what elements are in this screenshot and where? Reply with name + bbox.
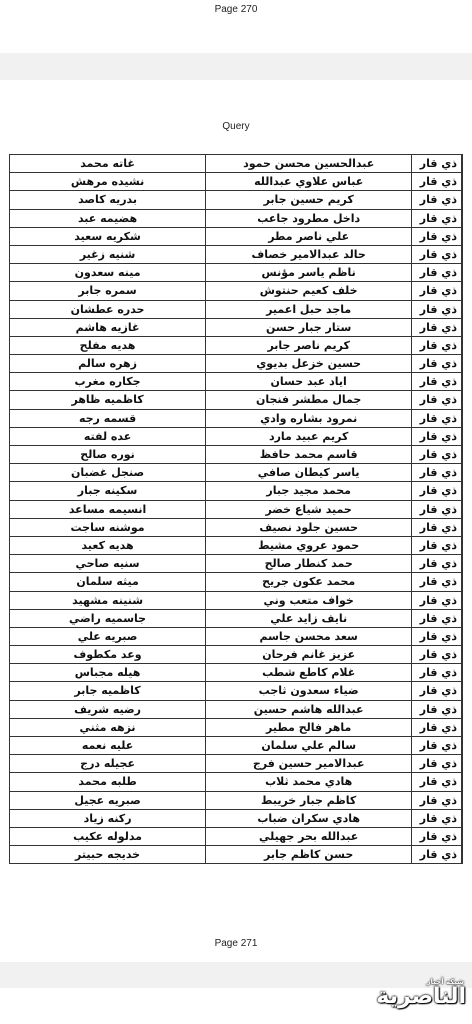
governorate-cell: ذي قار: [412, 737, 462, 754]
full-name-cell: كاظم جبار خريبط: [206, 792, 412, 809]
table-row: [10, 391, 462, 409]
full-name-cell: جمال مطشر فنجان: [206, 391, 412, 408]
watermark-small-text: شبكة أخبار: [426, 978, 464, 986]
page-separator-top: [0, 53, 472, 80]
mother-name-cell: جاسميه راضي: [10, 610, 206, 627]
mother-name-cell: عجيله درج: [10, 755, 206, 772]
table-row: [10, 228, 462, 246]
full-name-cell: علي ناصر مطر: [206, 228, 412, 245]
mother-name-cell: ركنه زياد: [10, 810, 206, 827]
mother-name-cell: هضيمه عبد: [10, 210, 206, 227]
full-name-cell: كريم عبيد مارد: [206, 428, 412, 445]
table-row: [10, 792, 462, 810]
governorate-cell: ذي قار: [412, 701, 462, 718]
full-name-cell: حمود عروي مشيط: [206, 537, 412, 554]
table-row: [10, 373, 462, 391]
governorate-cell: ذي قار: [412, 391, 462, 408]
mother-name-cell: صبريه علي: [10, 628, 206, 645]
mother-name-cell: انسيمه مساعد: [10, 501, 206, 518]
page-number-top: Page 270: [214, 4, 258, 15]
full-name-cell: محمد عكون جريح: [206, 573, 412, 590]
table-row: [10, 464, 462, 482]
full-name-cell: حالد عبدالامير خصاف: [206, 246, 412, 263]
mother-name-cell: كاظميه جابر: [10, 682, 206, 699]
governorate-cell: ذي قار: [412, 482, 462, 499]
full-name-cell: هادي محمد ثلاب: [206, 773, 412, 790]
governorate-cell: ذي قار: [412, 282, 462, 299]
governorate-cell: ذي قار: [412, 173, 462, 190]
table-row: [10, 446, 462, 464]
full-name-cell: غلام كاطع شطب: [206, 664, 412, 681]
mother-name-cell: غاته محمد: [10, 155, 206, 172]
table-row: [10, 773, 462, 791]
governorate-cell: ذي قار: [412, 537, 462, 554]
governorate-cell: ذي قار: [412, 428, 462, 445]
full-name-cell: حميد شياع خضر: [206, 501, 412, 518]
table-row: [10, 410, 462, 428]
mother-name-cell: هديه كعيد: [10, 537, 206, 554]
full-name-cell: عبدالله بحر جهيلي: [206, 828, 412, 845]
watermark-logo: [340, 978, 466, 1018]
governorate-cell: ذي قار: [412, 682, 462, 699]
table-row: [10, 501, 462, 519]
full-name-cell: هادي سكران ضباب: [206, 810, 412, 827]
table-row: [10, 664, 462, 682]
governorate-cell: ذي قار: [412, 446, 462, 463]
mother-name-cell: رضيه شريف: [10, 701, 206, 718]
table-row: [10, 210, 462, 228]
mother-name-cell: سنيه صاحي: [10, 555, 206, 572]
table-row: [10, 701, 462, 719]
full-name-cell: حسين جلود نصيف: [206, 519, 412, 536]
mother-name-cell: عده لفته: [10, 428, 206, 445]
mother-name-cell: شكريه سعيد: [10, 228, 206, 245]
full-name-cell: نايف زايد علي: [206, 610, 412, 627]
mother-name-cell: بدريه كاصد: [10, 191, 206, 208]
mother-name-cell: جكاره مغرب: [10, 373, 206, 390]
page-number-bottom: Page 271: [214, 938, 258, 949]
mother-name-cell: موشنه ساجت: [10, 519, 206, 536]
full-name-cell: حسن كاظم جابر: [206, 846, 412, 863]
table-row: [10, 428, 462, 446]
table-row: [10, 682, 462, 700]
mother-name-cell: زهره سالم: [10, 355, 206, 372]
mother-name-cell: مدلوله عكيب: [10, 828, 206, 845]
table-row: [10, 555, 462, 573]
full-name-cell: خواف متعب وني: [206, 592, 412, 609]
governorate-cell: ذي قار: [412, 337, 462, 354]
table-row: [10, 628, 462, 646]
full-name-cell: ماهر فالح مطير: [206, 719, 412, 736]
table-row: [10, 482, 462, 500]
mother-name-cell: سكينه جبار: [10, 482, 206, 499]
table-row: [10, 719, 462, 737]
full-name-cell: عبدالحسين محسن حمود: [206, 155, 412, 172]
full-name-cell: داخل مطرود جاعب: [206, 210, 412, 227]
mother-name-cell: نزهه مثني: [10, 719, 206, 736]
table-row: [10, 755, 462, 773]
table-row: [10, 592, 462, 610]
mother-name-cell: عليه نعمه: [10, 737, 206, 754]
governorate-cell: ذي قار: [412, 319, 462, 336]
full-name-cell: كريم حسين جابر: [206, 191, 412, 208]
table-row: [10, 319, 462, 337]
full-name-cell: محمد مجيد جبار: [206, 482, 412, 499]
governorate-cell: ذي قار: [412, 501, 462, 518]
mother-name-cell: مينه سعدون: [10, 264, 206, 281]
mother-name-cell: صنجل غضبان: [10, 464, 206, 481]
governorate-cell: ذي قار: [412, 246, 462, 263]
full-name-cell: حسين خزعل بديوي: [206, 355, 412, 372]
governorate-cell: ذي قار: [412, 792, 462, 809]
full-name-cell: عزيز غانم فرحان: [206, 646, 412, 663]
governorate-cell: ذي قار: [412, 264, 462, 281]
governorate-cell: ذي قار: [412, 373, 462, 390]
full-name-cell: سالم علي سلمان: [206, 737, 412, 754]
mother-name-cell: ميثه سلمان: [10, 573, 206, 590]
full-name-cell: عبدالله هاشم حسين: [206, 701, 412, 718]
governorate-cell: ذي قار: [412, 610, 462, 627]
table-row: [10, 573, 462, 591]
governorate-cell: ذي قار: [412, 355, 462, 372]
governorate-cell: ذي قار: [412, 410, 462, 427]
governorate-cell: ذي قار: [412, 773, 462, 790]
table-row: [10, 155, 462, 173]
governorate-cell: ذي قار: [412, 846, 462, 863]
query-title: Query: [222, 121, 250, 132]
full-name-cell: ضياء سعدون ثاجب: [206, 682, 412, 699]
full-name-cell: ماجد حبل اعمير: [206, 301, 412, 318]
mother-name-cell: نشيده مرهش: [10, 173, 206, 190]
governorate-cell: ذي قار: [412, 646, 462, 663]
governorate-cell: ذي قار: [412, 664, 462, 681]
full-name-cell: اياد عبد حسان: [206, 373, 412, 390]
full-name-cell: نمرود بشاره وادي: [206, 410, 412, 427]
table-row: [10, 355, 462, 373]
table-row: [10, 173, 462, 191]
mother-name-cell: صبريه عجيل: [10, 792, 206, 809]
governorate-cell: ذي قار: [412, 828, 462, 845]
table-row: [10, 610, 462, 628]
mother-name-cell: سمره جابر: [10, 282, 206, 299]
names-table: [9, 154, 463, 864]
governorate-cell: ذي قار: [412, 228, 462, 245]
governorate-cell: ذي قار: [412, 628, 462, 645]
full-name-cell: خلف كعيم حنتوش: [206, 282, 412, 299]
mother-name-cell: هديه مفلح: [10, 337, 206, 354]
full-name-cell: عباس علاوي عبدالله: [206, 173, 412, 190]
table-row: [10, 519, 462, 537]
mother-name-cell: حدره عطشان: [10, 301, 206, 318]
governorate-cell: ذي قار: [412, 210, 462, 227]
mother-name-cell: كاظميه ظاهر: [10, 391, 206, 408]
mother-name-cell: شنينه مشهيد: [10, 592, 206, 609]
governorate-cell: ذي قار: [412, 155, 462, 172]
governorate-cell: ذي قار: [412, 519, 462, 536]
full-name-cell: كريم ناصر جابر: [206, 337, 412, 354]
mother-name-cell: غازيه هاشم: [10, 319, 206, 336]
governorate-cell: ذي قار: [412, 464, 462, 481]
table-row: [10, 737, 462, 755]
full-name-cell: ناظم ياسر مؤنس: [206, 264, 412, 281]
governorate-cell: ذي قار: [412, 719, 462, 736]
table-row: [10, 846, 462, 864]
mother-name-cell: قسمه رجه: [10, 410, 206, 427]
governorate-cell: ذي قار: [412, 755, 462, 772]
full-name-cell: عبدالامير حسين فرج: [206, 755, 412, 772]
governorate-cell: ذي قار: [412, 592, 462, 609]
table-row: [10, 337, 462, 355]
mother-name-cell: شنيه زغير: [10, 246, 206, 263]
table-row: [10, 301, 462, 319]
table-row: [10, 191, 462, 209]
mother-name-cell: خديجه حبيتر: [10, 846, 206, 863]
governorate-cell: ذي قار: [412, 810, 462, 827]
full-name-cell: ستار جبار حسن: [206, 319, 412, 336]
table-row: [10, 282, 462, 300]
full-name-cell: قاسم محمد حافظ: [206, 446, 412, 463]
table-row: [10, 264, 462, 282]
full-name-cell: سعد محسن جاسم: [206, 628, 412, 645]
full-name-cell: حمد كنطار صالح: [206, 555, 412, 572]
full-name-cell: ياسر كيطان صافي: [206, 464, 412, 481]
mother-name-cell: هيله مجباس: [10, 664, 206, 681]
governorate-cell: ذي قار: [412, 555, 462, 572]
table-row: [10, 646, 462, 664]
mother-name-cell: وعد مكطوف: [10, 646, 206, 663]
governorate-cell: ذي قار: [412, 191, 462, 208]
table-row: [10, 810, 462, 828]
table-row: [10, 537, 462, 555]
table-row: [10, 246, 462, 264]
table-row: [10, 828, 462, 846]
mother-name-cell: طلبه محمد: [10, 773, 206, 790]
mother-name-cell: نوره صالح: [10, 446, 206, 463]
governorate-cell: ذي قار: [412, 301, 462, 318]
governorate-cell: ذي قار: [412, 573, 462, 590]
watermark-main-text: الناصرية: [376, 984, 466, 1009]
